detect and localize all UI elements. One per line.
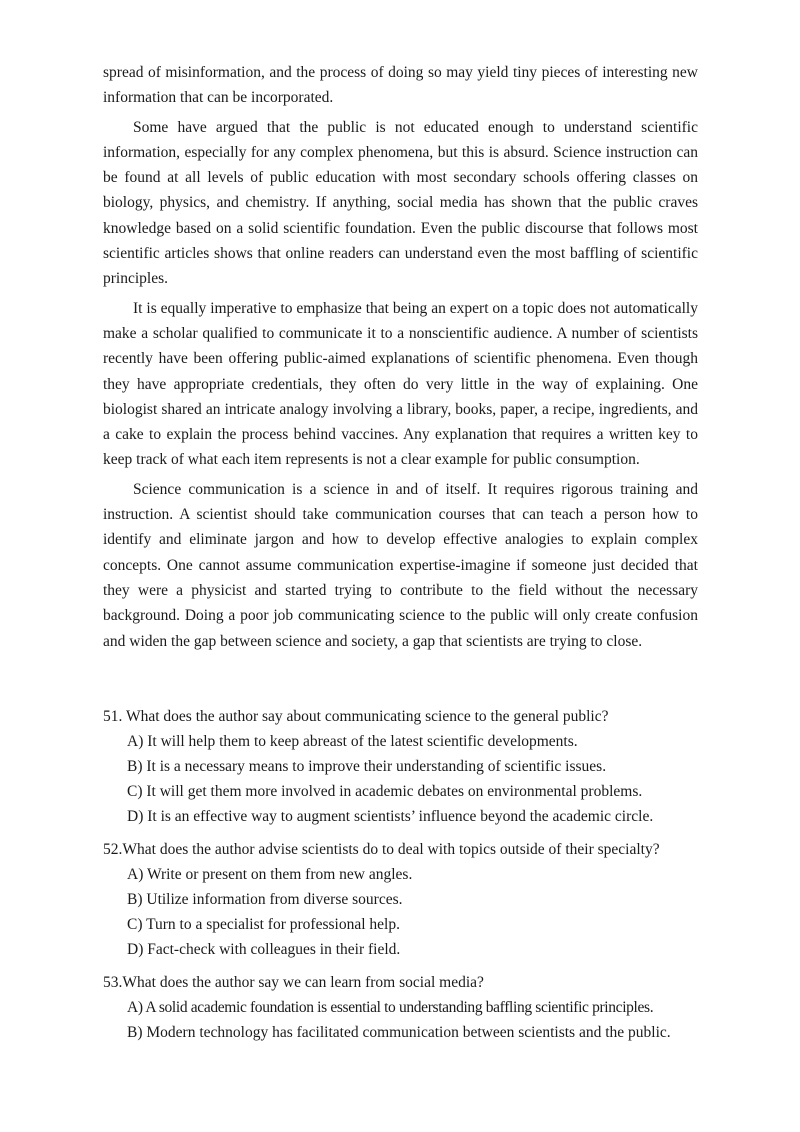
question-stem: 52.What does the author advise scientists do to deal with topics outside of their specialty? [103, 841, 660, 858]
answer-option-b: B) Utilize information from diverse sources. [127, 891, 403, 908]
question-51 [103, 704, 703, 829]
answer-option-c: C) It will get them more involved in academic debates on environmental problems. [127, 783, 643, 800]
answer-option-a: A) A solid academic foundation is essential to understanding baffling scientific principles. [127, 999, 654, 1016]
answer-option-a: A) It will help them to keep abreast of the latest scientific developments. [127, 733, 578, 750]
question-stem: 51. What does the author say about communicating science to the general public? [103, 708, 609, 725]
passage-paragraph-1: spread of misinformation, and the process of doing so may yield tiny pieces of interesting new information that can be incorporated. [103, 64, 698, 107]
passage-paragraph-3: It is equally imperative to emphasize that being an expert on a topic does not automatically make a scholar qualified to communicate it to a nonscientific audience. A number of scientists recently have been offering public-aimed explanations of scientific phenomena. Even though they have appropriate credentials, they often do very little in the way of explaining. One biologist shared an intricate analogy involving a library, books, paper, a recipe, ingredients, and a cake to explain the process behind vaccines. Any explanation that requires a written key to keep track of what each item represents is not a clear example for public consumption. [103, 299, 698, 469]
passage-paragraph-4: Science communication is a science in and of itself. It requires rigorous training and instruction. A scientist should take communication courses that can teach a person how to identify and eliminate jargon and how to develop effective analogies to explain complex concepts. One cannot assume communication expertise-imagine if someone just decided that they were a physicist and started trying to contribute to the field without the necessary background. Doing a poor job communicating science to the public will only create confusion and widen the gap between science and society, a gap that scientists are trying to close. [103, 480, 698, 650]
answer-option-b: B) Modern technology has facilitated communication between scientists and the public. [127, 1024, 671, 1041]
reading-passage [103, 60, 698, 658]
question-stem: 53.What does the author say we can learn from social media? [103, 974, 484, 991]
passage-paragraph-2: Some have argued that the public is not educated enough to understand scientific information, especially for any complex phenomena, but this is absurd. Science instruction can be found at all levels of public education with most secondary schools offering classes on biology, physics, and chemistry. If anything, social media has shown that the public craves knowledge based on a solid scientific foundation. Even the public discourse that follows most scientific articles shows that online readers can understand even the most baffling of scientific principles. [103, 118, 698, 288]
answer-option-d: D) Fact-check with colleagues in their field. [127, 941, 401, 958]
answer-option-d: D) It is an effective way to augment scientists’ influence beyond the academic circle. [127, 808, 654, 825]
question-52 [103, 837, 703, 962]
answer-option-a: A) Write or present on them from new angles. [127, 866, 413, 883]
question-53 [103, 970, 703, 1045]
question-list [103, 704, 703, 1053]
answer-option-c: C) Turn to a specialist for professional help. [127, 916, 400, 933]
answer-option-b: B) It is a necessary means to improve their understanding of scientific issues. [127, 758, 607, 775]
page-footer-cutoff [225, 1072, 525, 1082]
